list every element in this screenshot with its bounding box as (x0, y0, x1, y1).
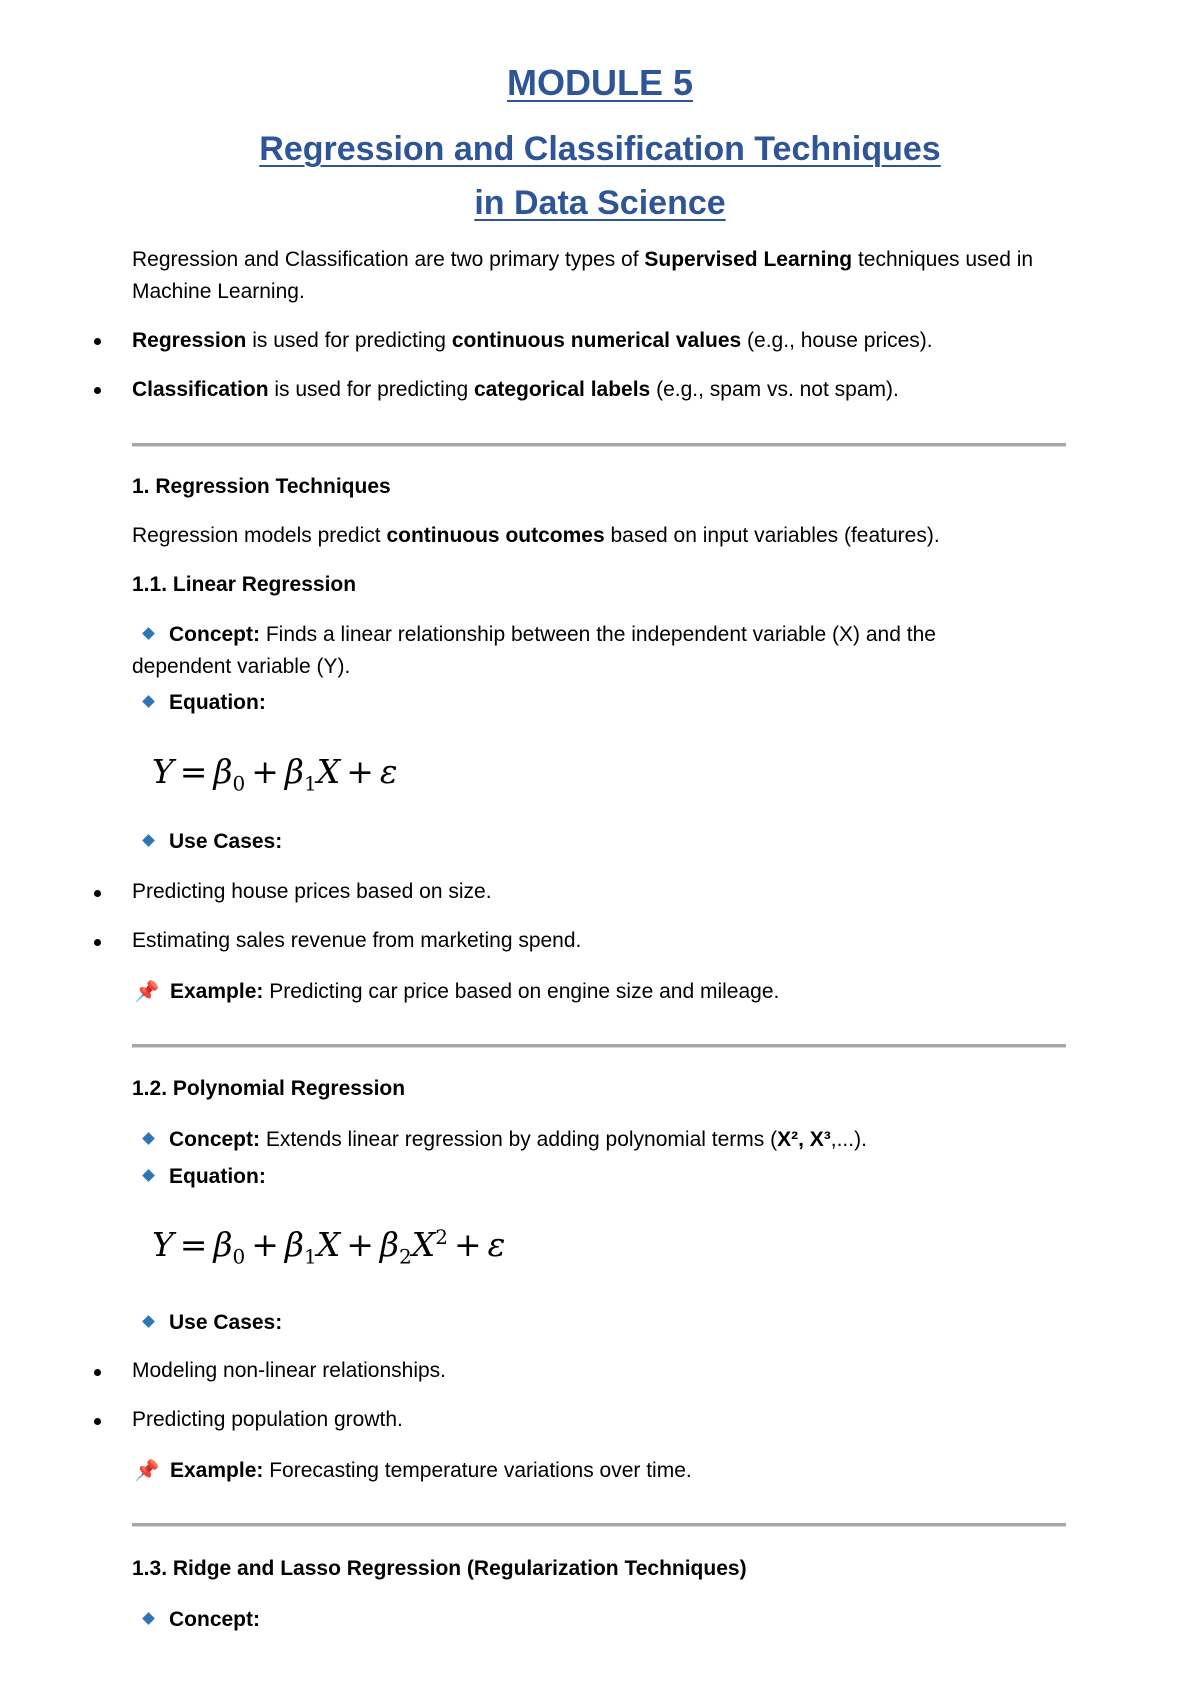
bullet-dot (94, 1418, 101, 1425)
subheading-polynomial-regression: 1.2. Polynomial Regression (132, 1077, 406, 1100)
diamond-icon (142, 1613, 155, 1626)
list-item-classification: Classification is used for predicting categorical labels (e.g., spam vs. not spam). (132, 378, 899, 401)
bullet-dot (94, 939, 101, 946)
diamond-icon (142, 835, 155, 848)
regression-intro: Regression models predict continuous outcomes based on input variables (features). (132, 524, 940, 547)
diamond-icon (142, 696, 155, 709)
horizontal-rule (132, 1523, 1066, 1527)
bullet-dot (94, 890, 101, 897)
pushpin-icon: 📌 (134, 981, 160, 1003)
horizontal-rule (132, 443, 1066, 447)
page-heading: Regression and Classification Techniques in Data Science (259, 130, 941, 222)
module-title: MODULE 5 (506, 62, 693, 103)
subheading-linear-regression: 1.1. Linear Regression (132, 573, 357, 596)
diamond-icon (142, 1133, 155, 1146)
pushpin-icon: 📌 (134, 1460, 160, 1482)
bullet-dot (94, 1369, 101, 1376)
section-heading-regression: 1. Regression Techniques (132, 475, 391, 498)
polynomial-equation: $Y = \beta_0 + \beta_1X + \beta_2X^2 + \varepsilon$ (152, 1225, 506, 1269)
linear-concept-continued: dependent variable (Y). (132, 655, 351, 678)
linear-use-cases-label: Use Cases: (132, 826, 282, 858)
bullet-dot (94, 387, 101, 394)
linear-equation-label: Equation: (132, 687, 266, 719)
linear-example: 📌 Example: Predicting car price based on engine size and mileage. (132, 976, 779, 1008)
diamond-icon (142, 1170, 155, 1183)
polynomial-concept: Concept: Extends linear regression by adding polynomial terms (X², X³,...). (132, 1124, 867, 1156)
polynomial-example: 📌 Example: Forecasting temperature variations over time. (132, 1455, 692, 1487)
horizontal-rule (132, 1044, 1066, 1048)
linear-concept: Concept: Finds a linear relationship between the independent variable (X) and the (132, 619, 936, 651)
list-item: Modeling non-linear relationships. (132, 1359, 447, 1382)
subheading-ridge-lasso: 1.3. Ridge and Lasso Regression (Regularization Techniques) (132, 1557, 747, 1580)
diamond-icon (142, 628, 155, 641)
list-item: Predicting house prices based on size. (132, 880, 492, 903)
ridge-concept-label: Concept: (132, 1604, 260, 1636)
list-item: Estimating sales revenue from marketing spend. (132, 929, 582, 952)
bullet-dot (94, 338, 101, 345)
list-item-regression: Regression is used for predicting continuous numerical values (e.g., house prices). (132, 329, 933, 352)
intro-paragraph: Regression and Classification are two primary types of Supervised Learning techniques used in Machine Learning. (132, 248, 1034, 303)
polynomial-equation-label: Equation: (132, 1161, 266, 1193)
linear-equation: $Y = \beta_0 + \beta_1X + \varepsilon$ (152, 752, 398, 796)
list-item: Predicting population growth. (132, 1408, 403, 1431)
polynomial-use-cases-label: Use Cases: (132, 1307, 282, 1339)
diamond-icon (142, 1316, 155, 1329)
